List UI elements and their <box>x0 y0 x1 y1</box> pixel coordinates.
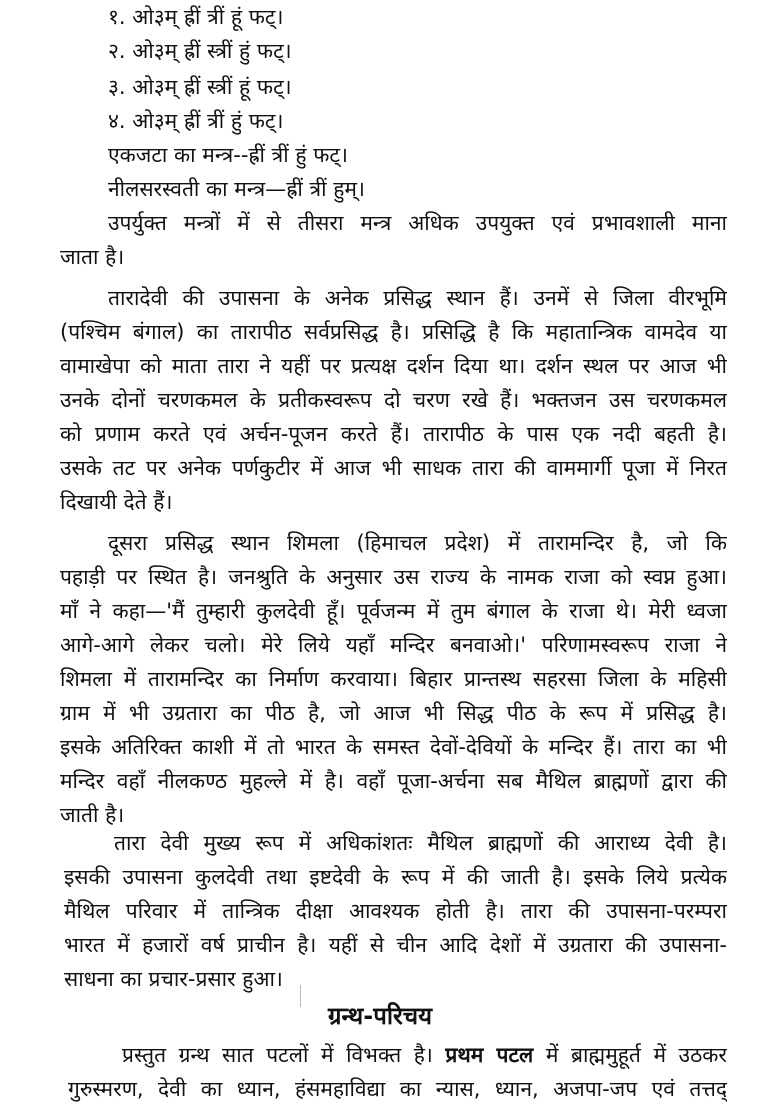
paragraph-line: जाता है। <box>60 245 125 269</box>
paragraph-line: वामाखेपा को माता तारा ने यहीं पर प्रत्यक्ष दर्शन दिया था। दर्शन स्थल पर आज भी <box>60 354 727 378</box>
paragraph-line: शिमला में तारामन्दिर का निर्माण करवाया। बिहार प्रान्तस्थ सहरसा जिला के महिसी <box>60 667 727 691</box>
paragraph-line: इसकी उपासना कुलदेवी तथा इष्टदेवी के रूप में की जाती है। इसके लिये प्रत्येक <box>64 865 727 889</box>
mantra-nilasaraswati: नीलसरस्वती का मन्त्र—ह्रीं त्रीं हुम्। <box>108 177 365 201</box>
bold-term: प्रथम पटल <box>445 1043 534 1067</box>
paragraph-line: दूसरा प्रसिद्ध स्थान शिमला (हिमाचल प्रदेश) में तारामन्दिर है, जो कि <box>108 531 727 555</box>
paragraph-line: भारत में हजारों वर्ष प्राचीन है। यहीं से चीन आदि देशों में उग्रतारा की उपासना- <box>64 933 727 957</box>
paragraph-line: ग्राम में भी उग्रतारा का पीठ है, जो आज भी सिद्ध पीठ के रूप में प्रसिद्ध है। <box>60 701 727 725</box>
paragraph-line: मैथिल परिवार में तान्त्रिक दीक्षा आवश्यक होती है। तारा की उपासना-परम्परा <box>64 899 727 923</box>
paragraph-line: उनके दोनों चरणकमल के प्रतीकस्वरूप दो चरण रखे हैं। भक्तजन उस चरणकमल <box>60 388 727 412</box>
section-heading: ग्रन्थ-परिचय <box>327 1002 433 1030</box>
paragraph-line: दिखायी देते हैं। <box>60 490 173 514</box>
mantra-3: ३. ओ३म् ह्रीं स्त्रीं हूं फट्। <box>108 75 292 99</box>
text-segment: में ब्राह्ममुहूर्त में उठकर <box>545 1043 727 1067</box>
paragraph-line: आगे-आगे लेकर चलो। मेरे लिये यहाँ मन्दिर बनवाओ।' परिणामस्वरूप राजा ने <box>60 633 727 657</box>
paragraph-line: तारा देवी मुख्य रूप में अधिकांशतः मैथिल ब्राह्मणों की आराध्य देवी है। <box>114 831 727 855</box>
paragraph-line: उपर्युक्त मन्त्रों में से तीसरा मन्त्र अधिक उपयुक्त एवं प्रभावशाली माना <box>108 211 727 235</box>
paragraph-line: उसके तट पर अनेक पर्णकुटीर में आज भी साधक तारा की वाममार्गी पूजा में निरत <box>60 456 727 480</box>
paragraph-line: तारादेवी की उपासना के अनेक प्रसिद्ध स्थान हैं। उनमें से जिला वीरभूमि <box>108 286 727 310</box>
paragraph-line: साधना का प्रचार-प्रसार हुआ। <box>64 967 283 991</box>
paragraph-line: को प्रणाम करते एवं अर्चन-पूजन करते हैं। तारापीठ के पास एक नदी बहती है। <box>60 422 727 446</box>
paragraph-line: गुरुस्मरण, देवी का ध्यान, हंसमहाविद्या का न्यास, ध्यान, अजपा-जप एवं तत्तद् <box>68 1077 727 1101</box>
paragraph-line: (पश्चिम बंगाल) का तारापीठ सर्वप्रसिद्ध है। प्रसिद्धि है कि महातान्त्रिक वामदेव या <box>60 320 727 344</box>
paragraph-line <box>122 1040 727 1070</box>
paragraph-line: इसके अतिरिक्त काशी में तो भारत के समस्त देवों-देवियों के मन्दिर हैं। तारा का भी <box>60 735 727 759</box>
paragraph-line: जाती है। <box>60 803 125 827</box>
text-segment: प्रस्तुत ग्रन्थ सात पटलों में विभक्त है। <box>122 1043 433 1067</box>
paragraph-line: माँ ने कहा—'मैं तुम्हारी कुलदेवी हूँ। पूर्वजन्म में तुम बंगाल के राजा थे। मेरी ध्वजा <box>60 599 727 623</box>
paragraph-line: मन्दिर वहाँ नीलकण्ठ मुहल्ले में है। वहाँ पूजा-अर्चना सब मैथिल ब्राह्मणों द्वारा की <box>60 769 727 793</box>
mantra-ekajata: एकजटा का मन्त्र--ह्रीं त्रीं हुं फट्। <box>108 143 348 167</box>
mantra-4: ४. ओ३म् ह्रीं त्रीं हुं फट्। <box>108 109 284 133</box>
mantra-2: २. ओ३म् ह्रीं स्त्रीं हुं फट्। <box>108 39 292 63</box>
paragraph-line: पहाड़ी पर स्थित है। जनश्रुति के अनुसार उस राज्य के नामक राजा को स्वप्न हुआ। <box>60 565 727 589</box>
mantra-1: १. ओ३म् ह्रीं त्रीं हूं फट्। <box>108 5 284 29</box>
